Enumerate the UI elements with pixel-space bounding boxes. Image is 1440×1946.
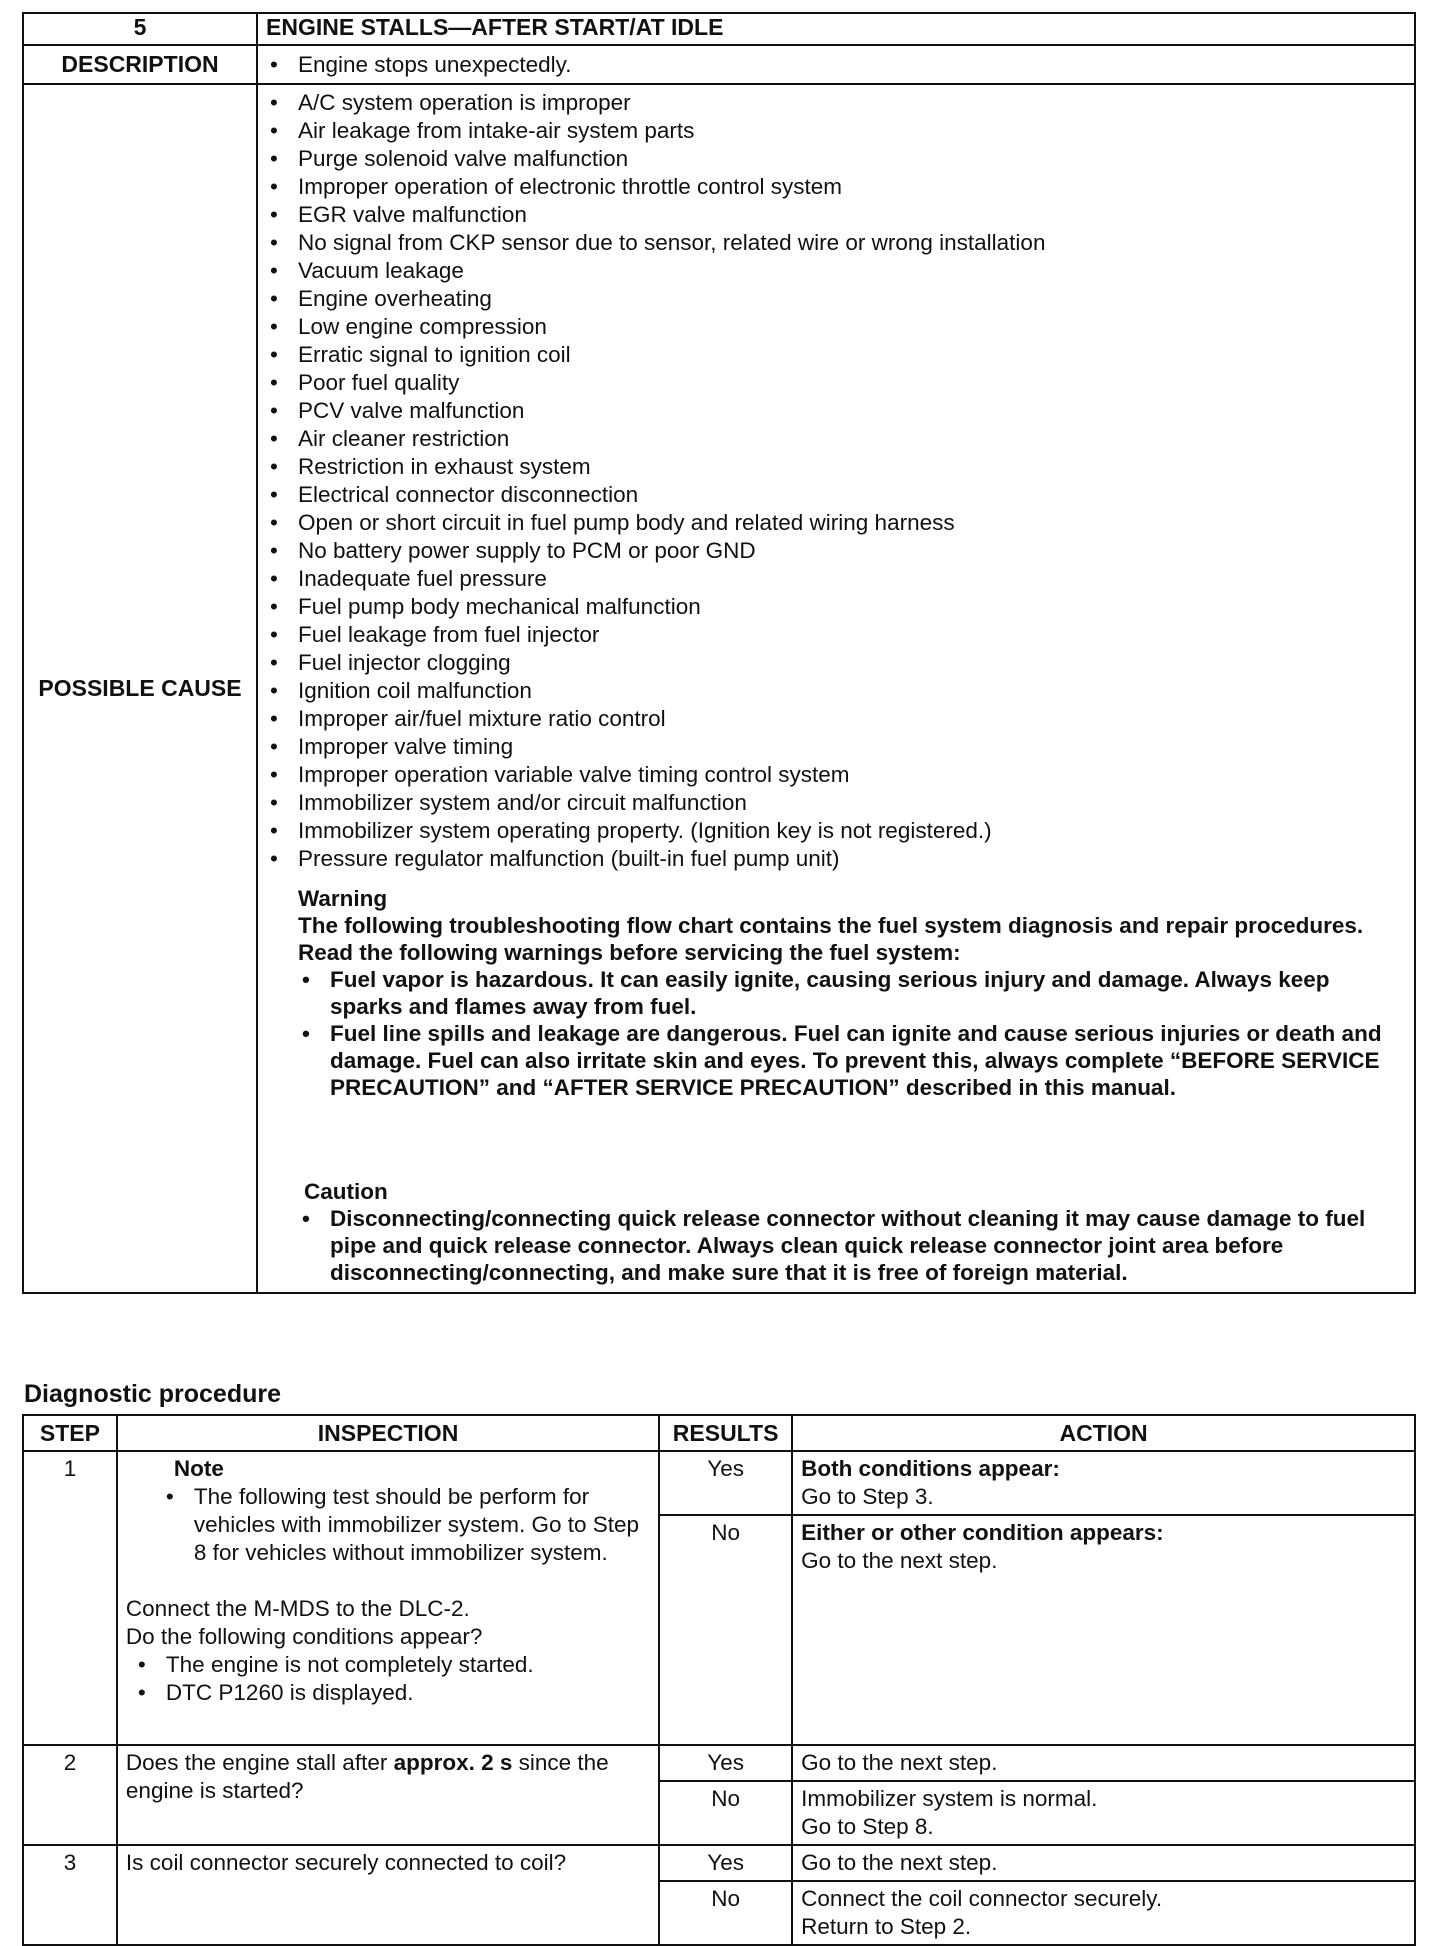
result-no: No — [659, 1781, 792, 1845]
step-number: 2 — [23, 1745, 117, 1845]
result-no: No — [659, 1881, 792, 1945]
diagnostic-procedure-heading: Diagnostic procedure — [24, 1380, 281, 1408]
step-3-row — [23, 1845, 1415, 1881]
action-no — [792, 1881, 1415, 1945]
step-2-row — [23, 1745, 1415, 1781]
action-yes: Go to the next step. — [792, 1845, 1415, 1881]
step-1-row — [23, 1451, 1415, 1515]
warning-item: • Fuel vapor is hazardous. It can easily ignite, causing serious injury and damage. Always keep sparks and flames away from fuel. — [298, 966, 1406, 1020]
cause-item: • Improper air/fuel mixture ratio control — [266, 705, 1406, 733]
cause-item: • EGR valve malfunction — [266, 201, 1406, 229]
cause-item: • Low engine compression — [266, 313, 1406, 341]
action-heading: Either or other condition appears: — [801, 1520, 1164, 1545]
inspection-line: Do the following conditions appear? — [125, 1624, 483, 1649]
cause-item: • Ignition coil malfunction — [266, 677, 1406, 705]
cause-item: • Vacuum leakage — [266, 257, 1406, 285]
description-text: • Engine stops unexpectedly. — [266, 51, 1406, 79]
cause-item: • Immobilizer system operating property. (Ignition key is not registered.) — [266, 817, 1406, 845]
cause-item: • Erratic signal to ignition coil — [266, 341, 1406, 369]
cause-item: • Fuel leakage from fuel injector — [266, 621, 1406, 649]
condition-item: • DTC P1260 is displayed. — [126, 1679, 650, 1707]
result-yes: Yes — [659, 1451, 792, 1515]
cause-item: • Fuel pump body mechanical malfunction — [266, 593, 1406, 621]
action-text: Immobilizer system is normal. — [801, 1786, 1098, 1811]
symptom-title: ENGINE STALLS—AFTER START/AT IDLE — [257, 13, 1415, 45]
action-no — [792, 1515, 1415, 1745]
step-number: 3 — [23, 1845, 117, 1945]
symptom-number: 5 — [23, 13, 257, 45]
cause-item: • Engine overheating — [266, 285, 1406, 313]
warning-list — [298, 966, 1406, 1101]
step-number: 1 — [23, 1451, 117, 1745]
action-text: Go to the next step. — [801, 1548, 998, 1573]
caution-title: Caution — [304, 1179, 388, 1204]
action-yes: Go to the next step. — [792, 1745, 1415, 1781]
cause-item: • Improper operation of electronic throttle control system — [266, 173, 1406, 201]
action-heading: Both conditions appear: — [801, 1456, 1060, 1481]
action-text: Return to Step 2. — [801, 1914, 972, 1939]
cause-item: • No battery power supply to PCM or poor GND — [266, 537, 1406, 565]
cause-item: • Pressure regulator malfunction (built-in fuel pump unit) — [266, 845, 1406, 873]
action-text: Go to Step 8. — [801, 1814, 934, 1839]
possible-cause-label: POSSIBLE CAUSE — [23, 84, 257, 1293]
possible-cause-row — [23, 84, 1415, 1293]
column-header-results: RESULTS — [659, 1415, 792, 1451]
note-item: • The following test should be perform for vehicles with immobilizer system. Go to Step 8 for vehicles without immobilizer system. — [126, 1483, 650, 1567]
possible-cause-cell — [257, 84, 1415, 1293]
inspection-emphasis: approx. 2 s — [393, 1750, 513, 1775]
cause-item: • Immobilizer system and/or circuit malfunction — [266, 789, 1406, 817]
cause-item: • No signal from CKP sensor due to sensor, related wire or wrong installation — [266, 229, 1406, 257]
diagnostic-header-row — [23, 1415, 1415, 1451]
action-yes — [792, 1451, 1415, 1515]
cause-item: • PCV valve malfunction — [266, 397, 1406, 425]
warning-intro: The following troubleshooting flow chart contains the fuel system diagnosis and repair procedures. Read the following warnings before servicing the fuel system: — [298, 913, 1364, 965]
condition-item: • The engine is not completely started. — [126, 1651, 650, 1679]
inspection-line: Connect the M-MDS to the DLC-2. — [125, 1596, 470, 1621]
result-yes: Yes — [659, 1745, 792, 1781]
result-yes: Yes — [659, 1845, 792, 1881]
action-text: Go to Step 3. — [801, 1484, 934, 1509]
cause-list — [266, 89, 1406, 873]
cause-item: • Open or short circuit in fuel pump body and related wiring harness — [266, 509, 1406, 537]
cause-item: • Electrical connector disconnection — [266, 481, 1406, 509]
diagnostic-table — [22, 1414, 1416, 1946]
cause-item: • Purge solenoid valve malfunction — [266, 145, 1406, 173]
action-text: Connect the coil connector securely. — [801, 1886, 1163, 1911]
cause-item: • Air cleaner restriction — [266, 425, 1406, 453]
step-1-inspection — [117, 1451, 659, 1745]
cause-item: • Poor fuel quality — [266, 369, 1406, 397]
note-title: Note — [173, 1456, 224, 1481]
column-header-step: STEP — [23, 1415, 117, 1451]
inspection-text: since the engine is started? — [125, 1750, 609, 1803]
warning-block — [266, 885, 1406, 1101]
cause-item: • Inadequate fuel pressure — [266, 565, 1406, 593]
symptom-header-row — [23, 13, 1415, 45]
description-label: DESCRIPTION — [23, 45, 257, 84]
cause-item: • A/C system operation is improper — [266, 89, 1406, 117]
cause-item: • Improper operation variable valve timing control system — [266, 761, 1406, 789]
warning-title: Warning — [298, 886, 388, 911]
cause-item: • Air leakage from intake-air system parts — [266, 117, 1406, 145]
step-2-inspection — [117, 1745, 659, 1845]
step-3-inspection: Is coil connector securely connected to coil? — [117, 1845, 659, 1945]
cause-item: • Fuel injector clogging — [266, 649, 1406, 677]
cause-item: • Improper valve timing — [266, 733, 1406, 761]
action-no — [792, 1781, 1415, 1845]
result-no: No — [659, 1515, 792, 1745]
inspection-text: Does the engine stall after — [125, 1750, 394, 1775]
caution-list — [298, 1205, 1406, 1286]
caution-block — [266, 1178, 1406, 1286]
symptom-table — [22, 12, 1416, 1294]
description-row — [23, 45, 1415, 84]
description-cell — [257, 45, 1415, 84]
column-header-action: ACTION — [792, 1415, 1415, 1451]
cause-item: • Restriction in exhaust system — [266, 453, 1406, 481]
warning-item: • Fuel line spills and leakage are dangerous. Fuel can ignite and cause serious injuries or death and damage. Fuel can also irritate skin and eyes. To prevent this, always complete “BEFORE SERVICE PRECAUTION” and “AFTER SERVICE PRECAUTION” described in this manual. — [298, 1020, 1406, 1101]
column-header-inspection: INSPECTION — [117, 1415, 659, 1451]
caution-item: • Disconnecting/connecting quick release connector without cleaning it may cause damage to fuel pipe and quick release connector. Always clean quick release connector joint area before disconnecting/connecting, and make sure that it is free of foreign material. — [298, 1205, 1406, 1286]
